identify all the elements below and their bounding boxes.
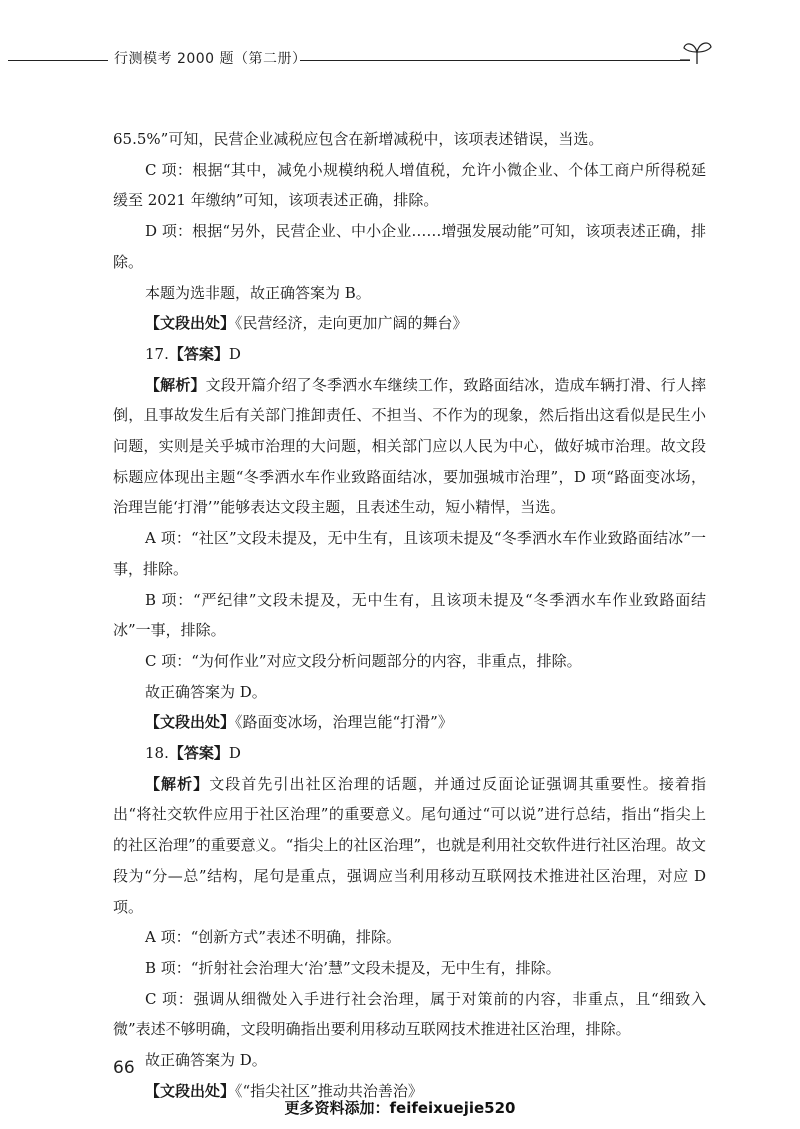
answer-value: D	[228, 744, 241, 763]
source-label: 【文段出处】	[145, 314, 236, 333]
question-number: 18.	[145, 744, 169, 763]
page-number: 66	[113, 1058, 135, 1078]
answer-value: D	[228, 344, 241, 363]
header-rule-right	[300, 60, 690, 61]
option-c-paragraph: C 项：根据“其中，减免小规模纳税人增值税，允许小微企业、个体工商户所得税延缓至 2021 年缴纳”可知，该项表述正确，排除。	[113, 160, 706, 210]
source-title: 《“指尖社区”推动共治善治》	[235, 1081, 423, 1100]
analysis-label: 【解析】	[145, 375, 206, 394]
question-17-answer	[113, 339, 706, 370]
option-a-paragraph: A 项：“社区”文段未提及，无中生有，且该项未提及“冬季洒水车作业致路面结冰”一事，排除。	[113, 529, 706, 578]
question-18-analysis	[113, 769, 706, 923]
source-title: 《路面变冰场，治理岂能“打滑”》	[235, 713, 453, 732]
option-c-paragraph: C 项：强调从细微处入手进行社会治理，属于对策前的内容，非重点，且“细致入微”表述不够明确，文段明确指出要利用移动互联网技术推进社区治理，排除。	[113, 989, 706, 1039]
answer-conclusion: 本题为选非题，故正确答案为 B。	[145, 283, 371, 302]
option-c-paragraph: C 项：“为何作业”对应文段分析问题部分的内容，非重点，排除。	[145, 651, 582, 670]
option-b-paragraph: B 项：“折射社会治理大‘治’慧”文段未提及，无中生有，排除。	[145, 958, 561, 977]
source-line	[113, 308, 706, 339]
header-title: 行测模考 2000 题（第二册）	[114, 51, 307, 67]
answer-conclusion: 故正确答案为 D。	[145, 682, 267, 701]
source-label: 【文段出处】	[145, 713, 236, 732]
source-label: 【文段出处】	[145, 1081, 236, 1100]
running-header	[0, 44, 800, 74]
answer-label: 【答案】	[168, 744, 229, 763]
header-rule-left	[8, 60, 108, 61]
option-b-paragraph: B 项：“严纪律”文段未提及，无中生有，且该项未提及“冬季洒水车作业致路面结冰”一事，排除。	[113, 590, 706, 640]
footer-note: 更多资料添加：feifeixuejie520	[284, 1099, 516, 1117]
source-line	[113, 707, 706, 738]
analysis-text: 文段首先引出社区治理的话题，并通过反面论证强调其重要性。接着指出“将社交软件应用于社区治理”的重要意义。尾句通过“可以说”进行总结，指出“指尖上的社区治理”的重要意义。“指尖上的社区治理”，也就是利用社交软件进行社区治理。故文段为“分—总”结构，尾句是重点，强调应当利用移动互联网技术推进社区治理，对应 D 项。	[113, 774, 707, 916]
option-a-paragraph: A 项：“创新方式”表述不明确，排除。	[145, 928, 401, 947]
question-18-answer	[113, 738, 706, 769]
analysis-label: 【解析】	[145, 774, 210, 793]
source-title: 《民营经济，走向更加广阔的舞台》	[235, 314, 468, 333]
analysis-text: 文段开篇介绍了冬季洒水车继续工作，致路面结冰，造成车辆打滑、行人摔倒，且事故发生后有关部门推卸责任、不担当、不作为的现象，然后指出这看似是民生小问题，实则是关乎城市治理的大问题，相关部门应以人民为中心，做好城市治理。故文段标题应体现出主题“冬季洒水车作业致路面结冰，要加强城市治理”，D 项“路面变冰场，治理岂能‘打滑’”能够表达文段主题，且表述生动，短小精悍，当选。	[113, 375, 706, 517]
paragraph: 65.5%”可知，民营企业减税应包含在新增减税中，该项表述错误，当选。	[113, 130, 604, 148]
answer-conclusion: 故正确答案为 D。	[145, 1051, 267, 1070]
question-number: 17.	[145, 344, 169, 363]
option-d-paragraph: D 项：根据“另外，民营企业、中小企业……增强发展动能”可知，该项表述正确，排除。	[113, 222, 706, 271]
page-body	[113, 124, 706, 1107]
question-17-analysis	[113, 370, 706, 524]
answer-label: 【答案】	[168, 344, 229, 363]
sprout-icon	[680, 38, 714, 66]
